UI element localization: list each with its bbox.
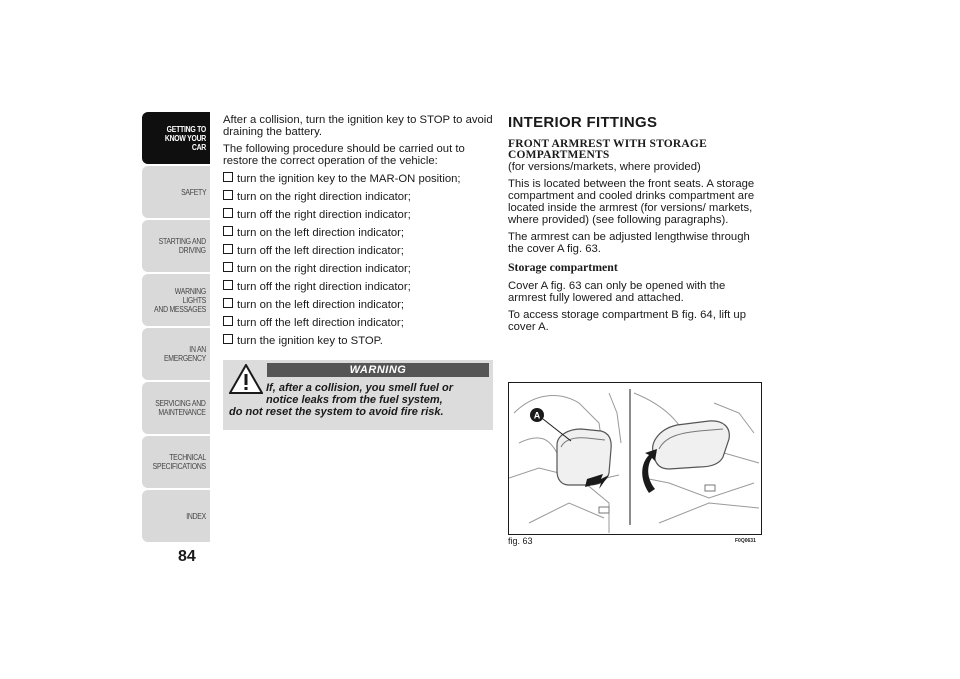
paragraph: This is located between the front seats. A storage compartment and cooled drinks compartment are located inside the armrest (for versions/ markets, where provided) (see following paragraphs).	[508, 178, 755, 226]
tab-servicing[interactable]	[142, 382, 210, 434]
tab-label: TECHNICAL SPECIFICATIONS	[152, 453, 206, 471]
paragraph: The armrest can be adjusted lengthwise through the cover A fig. 63.	[508, 231, 750, 255]
checkbox-bullet-icon	[223, 298, 233, 308]
step-text: turn the ignition key to the MAR-ON position;	[237, 173, 461, 185]
checkbox-bullet-icon	[223, 172, 233, 182]
tab-safety[interactable]	[142, 166, 210, 218]
tab-label: WARNING LIGHTS AND MESSAGES	[154, 286, 206, 314]
tab-starting-and-driving[interactable]	[142, 220, 210, 272]
checkbox-bullet-icon	[223, 226, 233, 236]
step-text: turn off the right direction indicator;	[237, 281, 411, 293]
list-item	[223, 226, 493, 239]
paragraph: To access storage compartment B fig. 64, lift up cover A.	[508, 309, 746, 333]
warning-box	[223, 360, 493, 430]
right-column	[508, 114, 763, 338]
armrest-figure	[508, 382, 762, 535]
tab-warning-lights[interactable]	[142, 274, 210, 326]
step-text: turn on the right direction indicator;	[237, 263, 411, 275]
versions-note: (for versions/markets, where provided)	[508, 161, 701, 173]
tab-label: IN AN EMERGENCY	[163, 345, 206, 363]
tab-label: SAFETY	[180, 187, 206, 197]
warning-line: notice leaks from the fuel system,	[266, 394, 443, 406]
figure-code: F0Q0631	[735, 538, 756, 544]
step-text: turn on the left direction indicator;	[237, 299, 405, 311]
storage-compartment-heading: Storage compartment	[508, 260, 618, 274]
tab-label: INDEX	[186, 511, 206, 521]
step-text: turn off the right direction indicator;	[237, 209, 411, 221]
list-item	[223, 280, 493, 293]
subsection-heading: FRONT ARMREST WITH STORAGE COMPARTMENTS	[508, 138, 707, 161]
left-column	[223, 114, 493, 352]
checkbox-bullet-icon	[223, 190, 233, 200]
step-text: turn off the left direction indicator;	[237, 317, 404, 329]
checkbox-bullet-icon	[223, 334, 233, 344]
step-text: turn the ignition key to STOP.	[237, 335, 383, 347]
warning-text	[229, 382, 491, 418]
list-item	[223, 316, 493, 329]
step-text: turn on the right direction indicator;	[237, 191, 411, 203]
list-item	[223, 190, 493, 203]
checkbox-bullet-icon	[223, 316, 233, 326]
tab-getting-to-know-your-car[interactable]	[142, 112, 210, 164]
checkbox-bullet-icon	[223, 280, 233, 290]
label-a-text: A	[533, 410, 541, 421]
procedure-intro: The following procedure should be carried out to restore the correct operation of the vehicle:	[223, 143, 465, 167]
tab-label: GETTING TO KNOW YOUR CAR	[164, 124, 206, 152]
list-item	[223, 208, 493, 221]
tab-index[interactable]	[142, 490, 210, 542]
warning-line: do not reset the system to avoid fire risk.	[229, 406, 444, 418]
paragraph: Cover A fig. 63 can only be opened with the armrest fully lowered and attached.	[508, 280, 726, 304]
step-text: turn off the left direction indicator;	[237, 245, 404, 257]
warning-title: WARNING	[267, 363, 489, 377]
list-item	[223, 244, 493, 257]
list-item	[223, 262, 493, 275]
list-item	[223, 298, 493, 311]
armrest-illustration	[509, 383, 761, 534]
checkbox-bullet-icon	[223, 208, 233, 218]
checkbox-bullet-icon	[223, 244, 233, 254]
checkbox-bullet-icon	[223, 262, 233, 272]
list-item	[223, 334, 493, 347]
list-item	[223, 172, 493, 185]
intro-paragraph: After a collision, turn the ignition key to STOP to avoid draining the battery.	[223, 114, 493, 138]
tab-technical-specifications[interactable]	[142, 436, 210, 488]
page-number: 84	[178, 548, 196, 565]
procedure-steps	[223, 172, 493, 347]
tab-label: STARTING AND DRIVING	[158, 237, 206, 255]
warning-line: If, after a collision, you smell fuel or	[266, 382, 454, 394]
figure-caption: fig. 63	[508, 536, 533, 546]
step-text: turn on the left direction indicator;	[237, 227, 405, 239]
section-heading: INTERIOR FITTINGS	[508, 114, 658, 131]
tab-in-an-emergency[interactable]	[142, 328, 210, 380]
tab-label: SERVICING AND MAINTENANCE	[155, 399, 206, 417]
